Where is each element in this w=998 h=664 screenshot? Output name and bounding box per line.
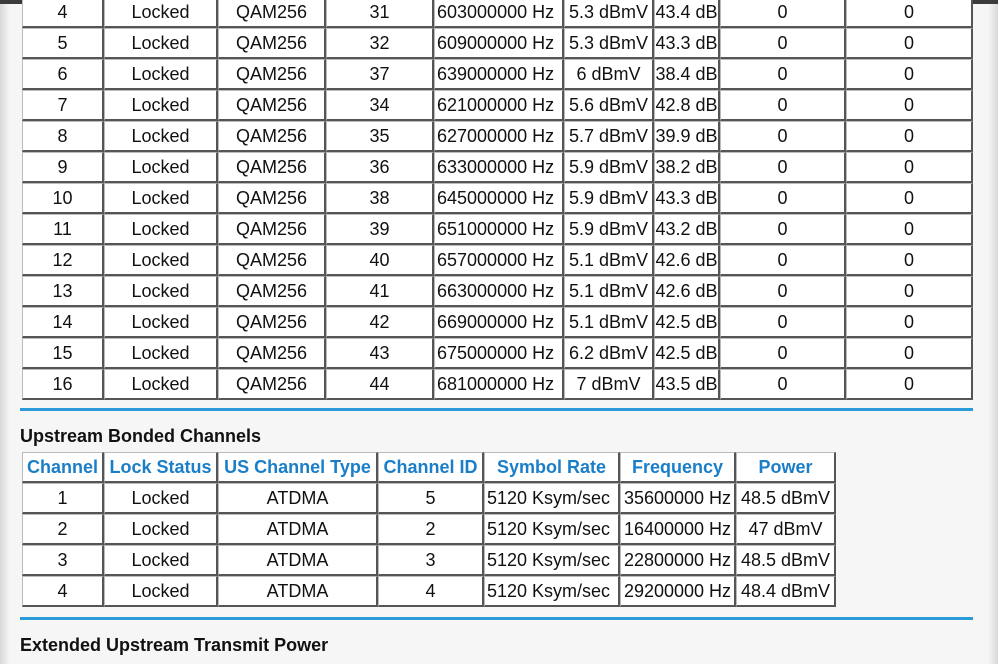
corrected-cell: 0 — [720, 59, 846, 90]
lock-status-cell: Locked — [104, 121, 218, 152]
snr-cell: 42.6 dB — [654, 245, 720, 276]
uncorrectables-cell: 0 — [846, 121, 973, 152]
channel-cell: 14 — [22, 307, 104, 338]
symbol-rate-cell: 5120 Ksym/sec — [484, 483, 620, 514]
lock-status-cell: Locked — [104, 245, 218, 276]
lock-status-cell: Locked — [104, 307, 218, 338]
channel-id-cell: 41 — [326, 276, 434, 307]
table-row — [22, 307, 973, 338]
power-cell: 7 dBmV — [564, 369, 654, 400]
channel-id-cell: 34 — [326, 90, 434, 121]
table-row — [22, 245, 973, 276]
channel-id-cell: 44 — [326, 369, 434, 400]
uncorrectables-cell: 0 — [846, 90, 973, 121]
frequency-cell: 603000000 Hz — [434, 0, 564, 28]
section-divider — [20, 617, 973, 620]
header-symbol-rate: Symbol Rate — [484, 452, 620, 483]
channel-cell: 12 — [22, 245, 104, 276]
corrected-cell: 0 — [720, 121, 846, 152]
snr-cell: 38.4 dB — [654, 59, 720, 90]
power-cell: 5.3 dBmV — [564, 28, 654, 59]
corrected-cell: 0 — [720, 214, 846, 245]
channel-id-cell: 2 — [378, 514, 484, 545]
power-cell: 5.1 dBmV — [564, 276, 654, 307]
channel-id-cell: 31 — [326, 0, 434, 28]
table-row — [22, 90, 973, 121]
extended-upstream-section-title: Extended Upstream Transmit Power — [20, 635, 329, 655]
frequency-cell: 22800000 Hz — [620, 545, 736, 576]
lock-status-cell: Locked — [104, 369, 218, 400]
table-row — [22, 276, 973, 307]
channel-cell: 5 — [22, 28, 104, 59]
us-channel-type-cell: ATDMA — [218, 545, 378, 576]
channel-cell: 7 — [22, 90, 104, 121]
uncorrectables-cell: 0 — [846, 276, 973, 307]
modulation-cell: QAM256 — [218, 59, 326, 90]
snr-cell: 43.4 dB — [654, 0, 720, 28]
symbol-rate-cell: 5120 Ksym/sec — [484, 576, 620, 607]
frequency-cell: 663000000 Hz — [434, 276, 564, 307]
table-row — [22, 338, 973, 369]
lock-status-cell: Locked — [104, 183, 218, 214]
upstream-section-title: Upstream Bonded Channels — [20, 426, 262, 446]
table-row — [22, 59, 973, 90]
lock-status-cell: Locked — [104, 545, 218, 576]
us-channel-type-cell: ATDMA — [218, 483, 378, 514]
channel-id-cell: 36 — [326, 152, 434, 183]
power-cell: 6.2 dBmV — [564, 338, 654, 369]
power-cell: 48.5 dBmV — [736, 545, 836, 576]
channel-id-cell: 43 — [326, 338, 434, 369]
channel-cell: 11 — [22, 214, 104, 245]
snr-cell: 42.8 dB — [654, 90, 720, 121]
uncorrectables-cell: 0 — [846, 28, 973, 59]
frequency-cell: 639000000 Hz — [434, 59, 564, 90]
lock-status-cell: Locked — [104, 514, 218, 545]
lock-status-cell: Locked — [104, 214, 218, 245]
power-cell: 47 dBmV — [736, 514, 836, 545]
channel-id-cell: 5 — [378, 483, 484, 514]
frequency-cell: 609000000 Hz — [434, 28, 564, 59]
snr-cell: 42.5 dB — [654, 307, 720, 338]
modulation-cell: QAM256 — [218, 276, 326, 307]
uncorrectables-cell: 0 — [846, 59, 973, 90]
channel-cell: 3 — [22, 545, 104, 576]
channel-id-cell: 39 — [326, 214, 434, 245]
power-cell: 48.4 dBmV — [736, 576, 836, 607]
lock-status-cell: Locked — [104, 576, 218, 607]
corrected-cell: 0 — [720, 152, 846, 183]
power-cell: 5.1 dBmV — [564, 307, 654, 338]
downstream-table-body — [22, 0, 973, 400]
frequency-cell: 645000000 Hz — [434, 183, 564, 214]
channel-cell: 1 — [22, 483, 104, 514]
frequency-cell: 16400000 Hz — [620, 514, 736, 545]
channel-id-cell: 3 — [378, 545, 484, 576]
header-us-channel-type: US Channel Type — [218, 452, 378, 483]
snr-cell: 43.3 dB — [654, 183, 720, 214]
channel-cell: 13 — [22, 276, 104, 307]
snr-cell: 38.2 dB — [654, 152, 720, 183]
channel-cell: 6 — [22, 59, 104, 90]
uncorrectables-cell: 0 — [846, 0, 973, 28]
header-channel: Channel — [22, 452, 104, 483]
channel-cell: 10 — [22, 183, 104, 214]
table-row — [22, 369, 973, 400]
channel-id-cell: 37 — [326, 59, 434, 90]
frequency-cell: 681000000 Hz — [434, 369, 564, 400]
table-row — [22, 183, 973, 214]
corrected-cell: 0 — [720, 245, 846, 276]
table-row — [22, 514, 836, 545]
table-row — [22, 28, 973, 59]
channel-cell: 8 — [22, 121, 104, 152]
uncorrectables-cell: 0 — [846, 369, 973, 400]
modulation-cell: QAM256 — [218, 338, 326, 369]
corrected-cell: 0 — [720, 369, 846, 400]
header-lock-status: Lock Status — [104, 452, 218, 483]
header-frequency: Frequency — [620, 452, 736, 483]
power-cell: 5.1 dBmV — [564, 245, 654, 276]
lock-status-cell: Locked — [104, 0, 218, 28]
power-cell: 5.9 dBmV — [564, 214, 654, 245]
snr-cell: 43.3 dB — [654, 28, 720, 59]
frequency-cell: 35600000 Hz — [620, 483, 736, 514]
modulation-cell: QAM256 — [218, 90, 326, 121]
channel-id-cell: 32 — [326, 28, 434, 59]
corrected-cell: 0 — [720, 307, 846, 338]
lock-status-cell: Locked — [104, 152, 218, 183]
power-cell: 48.5 dBmV — [736, 483, 836, 514]
power-cell: 5.7 dBmV — [564, 121, 654, 152]
modulation-cell: QAM256 — [218, 369, 326, 400]
lock-status-cell: Locked — [104, 28, 218, 59]
channel-cell: 4 — [22, 0, 104, 28]
lock-status-cell: Locked — [104, 338, 218, 369]
modulation-cell: QAM256 — [218, 152, 326, 183]
corrected-cell: 0 — [720, 338, 846, 369]
table-row — [22, 214, 973, 245]
symbol-rate-cell: 5120 Ksym/sec — [484, 545, 620, 576]
channel-id-cell: 38 — [326, 183, 434, 214]
frequency-cell: 633000000 Hz — [434, 152, 564, 183]
modulation-cell: QAM256 — [218, 183, 326, 214]
frequency-cell: 627000000 Hz — [434, 121, 564, 152]
frequency-cell: 621000000 Hz — [434, 90, 564, 121]
modulation-cell: QAM256 — [218, 28, 326, 59]
channel-id-cell: 35 — [326, 121, 434, 152]
modulation-cell: QAM256 — [218, 121, 326, 152]
us-channel-type-cell: ATDMA — [218, 514, 378, 545]
header-channel-id: Channel ID — [378, 452, 484, 483]
frequency-cell: 657000000 Hz — [434, 245, 564, 276]
corrected-cell: 0 — [720, 276, 846, 307]
table-row — [22, 576, 836, 607]
lock-status-cell: Locked — [104, 59, 218, 90]
power-cell: 5.9 dBmV — [564, 152, 654, 183]
upstream-bonded-channels-table — [22, 452, 836, 607]
channel-cell: 4 — [22, 576, 104, 607]
upstream-table-body — [22, 483, 836, 607]
lock-status-cell: Locked — [104, 90, 218, 121]
modulation-cell: QAM256 — [218, 245, 326, 276]
power-cell: 6 dBmV — [564, 59, 654, 90]
snr-cell: 43.5 dB — [654, 369, 720, 400]
modulation-cell: QAM256 — [218, 214, 326, 245]
power-cell: 5.6 dBmV — [564, 90, 654, 121]
section-divider — [20, 408, 973, 411]
modulation-cell: QAM256 — [218, 0, 326, 28]
snr-cell: 43.2 dB — [654, 214, 720, 245]
uncorrectables-cell: 0 — [846, 152, 973, 183]
channel-cell: 15 — [22, 338, 104, 369]
power-cell: 5.3 dBmV — [564, 0, 654, 28]
table-row — [22, 483, 836, 514]
channel-cell: 16 — [22, 369, 104, 400]
frequency-cell: 669000000 Hz — [434, 307, 564, 338]
table-row — [22, 545, 836, 576]
corrected-cell: 0 — [720, 183, 846, 214]
uncorrectables-cell: 0 — [846, 245, 973, 276]
modulation-cell: QAM256 — [218, 307, 326, 338]
corrected-cell: 0 — [720, 0, 846, 28]
downstream-bonded-channels-table — [22, 0, 973, 400]
channel-cell: 9 — [22, 152, 104, 183]
uncorrectables-cell: 0 — [846, 183, 973, 214]
channel-id-cell: 40 — [326, 245, 434, 276]
corrected-cell: 0 — [720, 90, 846, 121]
snr-cell: 42.6 dB — [654, 276, 720, 307]
corrected-cell: 0 — [720, 28, 846, 59]
uncorrectables-cell: 0 — [846, 307, 973, 338]
frequency-cell: 651000000 Hz — [434, 214, 564, 245]
power-cell: 5.9 dBmV — [564, 183, 654, 214]
table-row — [22, 152, 973, 183]
uncorrectables-cell: 0 — [846, 214, 973, 245]
table-row — [22, 0, 973, 28]
snr-cell: 42.5 dB — [654, 338, 720, 369]
snr-cell: 39.9 dB — [654, 121, 720, 152]
frequency-cell: 675000000 Hz — [434, 338, 564, 369]
channel-id-cell: 4 — [378, 576, 484, 607]
channel-cell: 2 — [22, 514, 104, 545]
upstream-header-row — [22, 452, 836, 483]
uncorrectables-cell: 0 — [846, 338, 973, 369]
table-row — [22, 121, 973, 152]
lock-status-cell: Locked — [104, 483, 218, 514]
symbol-rate-cell: 5120 Ksym/sec — [484, 514, 620, 545]
header-power: Power — [736, 452, 836, 483]
us-channel-type-cell: ATDMA — [218, 576, 378, 607]
lock-status-cell: Locked — [104, 276, 218, 307]
channel-id-cell: 42 — [326, 307, 434, 338]
frequency-cell: 29200000 Hz — [620, 576, 736, 607]
